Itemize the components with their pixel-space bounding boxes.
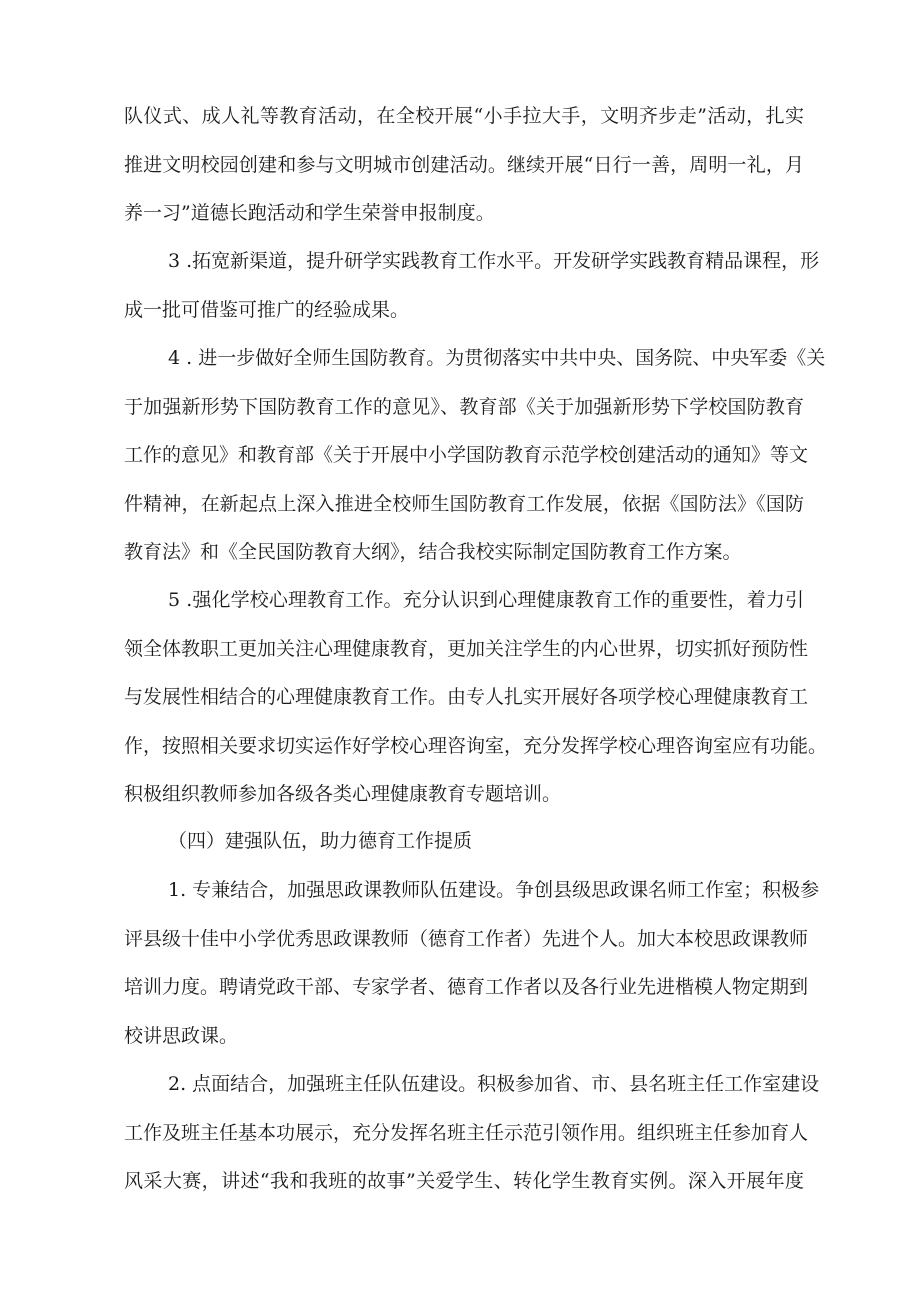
text-line: 评县级十佳中小学优秀思政课教师（德育工作者）先进个人。加大本校思政课教师: [124, 927, 809, 950]
text-line: 推进文明校园创建和参与文明城市创建活动。继续开展“日行一善，周明一礼，月: [124, 153, 804, 176]
paragraph-civility-activities: [124, 92, 804, 238]
text-line: 教育法》和《全民国防教育大纲》，结合我校实际制定国防教育工作方案。: [124, 541, 742, 563]
text-line: 养一习”道德长跑活动和学生荣誉申报制度。: [124, 202, 495, 224]
text-line: 校讲思政课。: [124, 1024, 239, 1047]
paragraph-head-teacher-team: [124, 1060, 820, 1206]
text-line: 于加强新形势下国防教育工作的意见》、教育部《关于加强新形势下学校国防教育: [124, 395, 804, 418]
text-line: 件精神，在新起点上深入推进全校师生国防教育工作发展，依据《国防法》《国防: [124, 492, 804, 515]
paragraph-study-practice: [124, 237, 820, 334]
text-line: 3 .拓宽新渠道，提升研学实践教育工作水平。开发研学实践教育精品课程，形: [168, 250, 820, 272]
text-line: 5 .强化学校心理教育工作。充分认识到心理健康教育工作的重要性，着力引: [168, 589, 804, 611]
text-line: 积极组织教师参加各级各类心理健康教育专题培训。: [124, 783, 562, 805]
section-heading-four: （四）建强队伍，助力德育工作提质: [168, 830, 473, 852]
text-line: 4 . 进一步做好全师生国防教育。为贯彻落实中共中央、国务院、中央军委《关: [168, 347, 826, 369]
text-line: 1. 专兼结合，加强思政课教师队伍建设。争创县级思政课名师工作室；积极参: [168, 879, 820, 901]
text-line: 工作的意见》和教育部《关于开展中小学国防教育示范学校创建活动的通知》等文: [124, 444, 809, 466]
text-line: 作，按照相关要求切实运作好学校心理咨询室，充分发挥学校心理咨询室应有功能。: [124, 734, 828, 757]
text-line: 培训力度。聘请党政干部、专家学者、德育工作者以及各行业先进楷模人物定期到: [124, 976, 809, 998]
text-line: 工作及班主任基本功展示，充分发挥名班主任示范引领作用。组织班主任参加育人: [124, 1121, 809, 1144]
text-line: 队仪式、成人礼等教育活动，在全校开展“小手拉大手，文明齐步走”活动，扎实: [124, 105, 804, 127]
paragraph-mental-health: [124, 576, 828, 819]
text-line: 风采大赛，讲述“我和我班的故事”关爱学生、转化学生教育实例。深入开展年度: [124, 1170, 804, 1192]
text-line: 2. 点面结合，加强班主任队伍建设。积极参加省、市、县名班主任工作室建设: [168, 1073, 820, 1095]
text-line: 成一批可借鉴可推广的经验成果。: [124, 298, 410, 321]
text-line: 领全体教职工更加关注心理健康教育，更加关注学生的内心世界，切实抓好预防性: [124, 637, 809, 660]
text-line: 与发展性相结合的心理健康教育工作。由专人扎实开展好各项学校心理健康教育工: [124, 686, 809, 708]
paragraph-national-defense: [124, 334, 826, 577]
paragraph-teacher-team: [124, 866, 820, 1060]
